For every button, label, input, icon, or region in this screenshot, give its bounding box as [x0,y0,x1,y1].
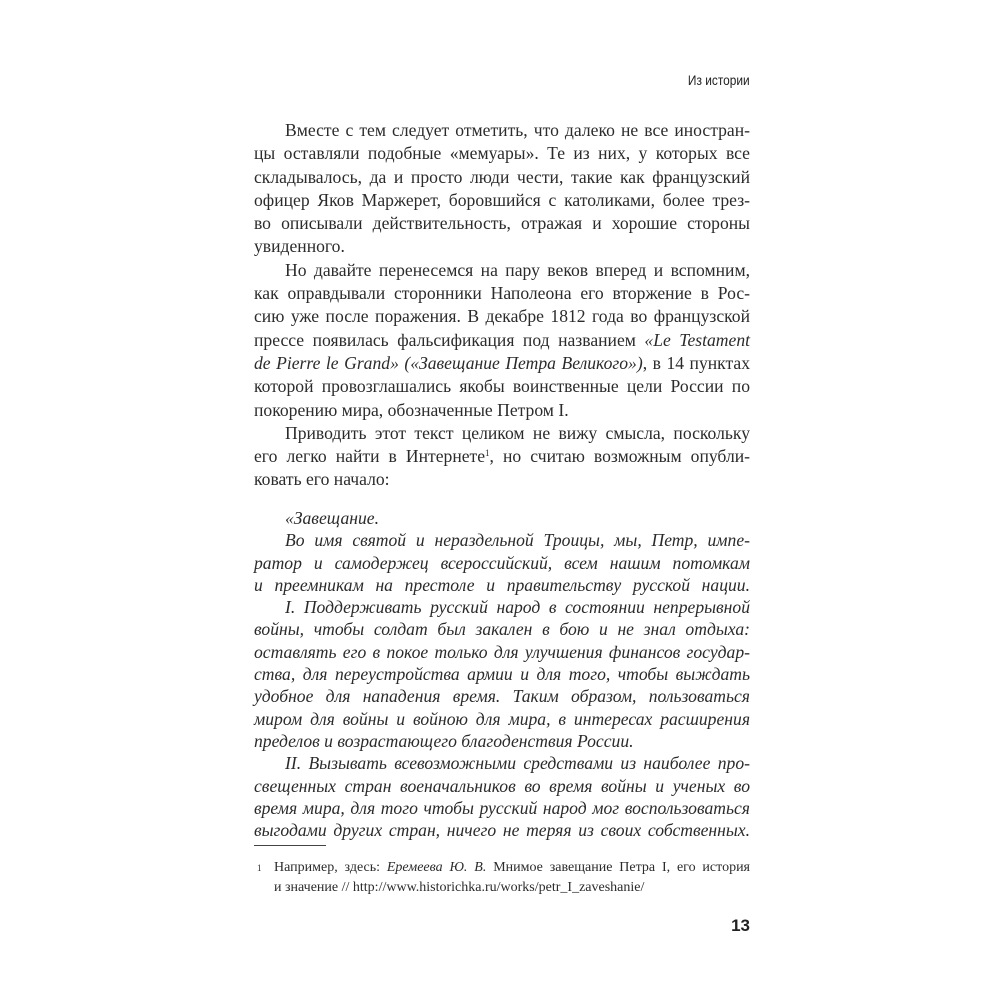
running-head: Из истории [688,72,750,88]
text-segment: ратор и самодержец всероссийский, всем нашим потомкам [254,552,750,573]
text-segment: , но считаю возможным опубли- [489,446,750,467]
footnote-mark: 1 [257,863,262,873]
text-segment: которой провозглашались якобы воинственные цели России по [254,376,750,397]
text-line [254,235,750,258]
text-segment: , в 14 пунктах [642,352,751,373]
text-segment: Во имя святой и нераздельной Троицы, мы, Петр, импе- [285,530,750,551]
text-segment: время мира, для того чтобы русский народ мог воспользоваться [254,797,750,818]
text-line [254,663,750,685]
text-segment: миром для войны и войною для мира, в интересах расширения [254,708,750,729]
footnote-reference: 1 [485,448,490,459]
text-segment: Приводить этот текст целиком не вижу смысла, поскольку [285,422,750,443]
text-segment: и значение // http://www.historichka.ru/works/petr_I_zaveshanie/ [274,880,645,895]
text-line [254,708,750,730]
text-line [254,119,750,142]
italic-text: «Le Testament [644,329,751,350]
text-segment: «Завещание. [285,508,379,528]
footnote-divider [254,845,326,846]
italic-text: Еремеева Ю. В. [386,860,487,875]
text-line [254,574,750,596]
text-line [254,305,750,328]
text-line [254,618,750,640]
text-line [254,189,750,212]
text-line [254,641,750,663]
text-line [254,399,750,422]
text-line [254,375,750,398]
text-segment: удобное для нападения время. Таким образом, пользоваться [254,686,750,707]
text-segment: свещенных стран военачальников во время войны и ученых во [254,775,750,796]
text-segment: во описывали действительность, отражая и хорошие стороны [254,213,750,234]
text-segment: I. Поддерживать русский народ в состоянии непрерывной [285,597,750,618]
text-line [254,507,750,529]
text-segment: выгодами других стран, ничего не теряя из своих собственных. [254,820,750,841]
text-segment: Вместе с тем следует отметить, что далеко не все иностран- [285,120,750,140]
text-segment: пределов и возрастающего благоденствия России. [254,730,634,751]
text-line [254,212,750,235]
text-segment: сию уже после поражения. В декабре 1812 года во французской [254,306,750,327]
text-line [254,329,750,352]
text-segment: прессе появилась фальсификация под названием [254,329,645,350]
text-line [254,282,750,305]
text-line [254,259,750,282]
footnote [254,858,750,898]
text-line [254,819,750,841]
text-segment: офицер Яков Маржерет, боровшийся с католиками, более трез- [254,189,750,210]
text-line [254,468,750,491]
text-segment: войны, чтобы солдат был закален в бою и не знал отдыха: [254,619,750,640]
text-segment: Мнимое завещание Петра I, его история [486,860,750,875]
text-line [254,352,750,375]
text-line [254,752,750,774]
text-line [254,858,750,878]
text-segment: Например, здесь: [274,860,387,875]
text-segment: его легко найти в Интернете [254,446,486,467]
text-line [254,596,750,618]
text-line [254,775,750,797]
text-segment: и преемникам на престоле и правительству русской нации. [254,574,750,595]
page-number: 13 [731,916,750,935]
text-line [254,797,750,819]
text-line [254,878,750,898]
text-segment: покорению мира, обозначенные Петром I. [254,399,569,420]
text-segment: ства, для переустройства армии и для того, чтобы выждать [254,664,750,685]
text-segment: как оправдывали сторонники Наполеона его вторжение в Рос- [254,283,750,304]
testament-quote [254,507,750,841]
text-line [254,730,750,752]
text-segment: Но давайте перенесемся на пару веков вперед и вспомним, [285,259,750,280]
text-segment: складывалось, да и просто люди чести, такие как французский [254,166,750,187]
text-line [254,166,750,189]
text-segment: ковать его начало: [254,469,390,490]
text-segment: цы оставляли подобные «мемуары». Те из них, у которых все [254,143,750,164]
text-line [254,142,750,165]
text-segment: II. Вызывать всевозможными средствами из наиболее про- [285,753,750,774]
text-line [254,529,750,551]
text-line [254,552,750,574]
text-segment: увиденного. [254,236,345,257]
text-line [254,422,750,445]
text-line [254,445,750,468]
text-line [254,685,750,707]
text-segment: оставлять его в покое только для улучшения финансов государ- [254,641,750,662]
italic-text: de Pierre le Grand» («Завещание Петра Великого») [254,352,643,373]
body-text [254,119,750,492]
